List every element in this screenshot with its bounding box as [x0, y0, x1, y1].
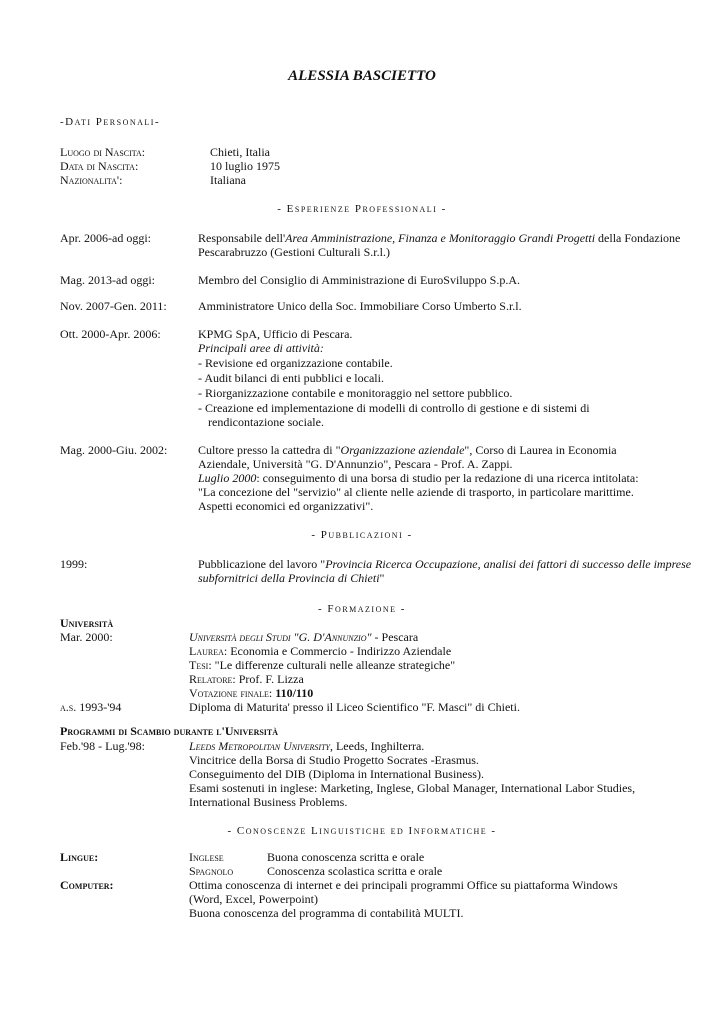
experience-text: Amministratore Unico della Soc. Immobiliare Corso Umberto S.r.l. — [198, 299, 522, 313]
experience-text: Responsabile dell'Area Amministrazione, Finanza e Monitoraggio Grandi Progetti della Fondazione — [198, 231, 681, 245]
section-heading-personal: -Dati Personali- — [60, 116, 161, 128]
exchange-university: Leeds Metropolitan University, Leeds, Inghilterra. — [189, 739, 425, 753]
experience-date: Apr. 2006-ad oggi: — [60, 231, 151, 245]
nationality-label: Nazionalita': — [60, 173, 123, 187]
experience-text: Cultore presso la cattedra di "Organizzazione aziendale", Corso di Laurea in Economia — [198, 443, 617, 457]
language-name: Inglese — [189, 850, 224, 864]
computer-skill: (Word, Excel, Powerpoint) — [189, 892, 318, 906]
nationality-value: Italiana — [210, 173, 246, 187]
experience-text-line5: Aspetti economici ed organizzativi". — [198, 499, 374, 513]
education-date: a.s. 1993-'94 — [60, 700, 122, 714]
languages-label: Lingue: — [60, 850, 99, 864]
birthdate-value: 10 luglio 1975 — [210, 159, 281, 173]
exchange-line: Conseguimento del DIB (Diploma in International Business). — [189, 767, 484, 781]
publication-text-line2: subfornitrici della Provincia di Chieti" — [198, 571, 385, 585]
experience-text: Membro del Consiglio di Amministrazione di EuroSviluppo S.p.A. — [198, 273, 520, 287]
university-name: Università degli Studi "G. D'Annunzio" - Pescara — [189, 630, 419, 644]
birthplace-label: Luogo di Nascita: — [60, 145, 146, 159]
experience-text: KPMG SpA, Ufficio di Pescara. — [198, 327, 353, 341]
high-school-diploma: Diploma di Maturita' presso il Liceo Scientifico "F. Masci" di Chieti. — [189, 700, 520, 714]
birthdate-label: Data di Nascita: — [60, 159, 139, 173]
exchange-line: Vincitrice della Borsa di Studio Progetto Socrates -Erasmus. — [189, 753, 479, 767]
activity-item: - Audit bilanci di enti pubblici e locali. — [198, 371, 384, 385]
activity-item: - Riorganizzazione contabile e monitoraggio nel settore pubblico. — [198, 386, 513, 400]
computer-label: Computer: — [60, 878, 114, 892]
language-level: Conoscenza scolastica scritta e orale — [267, 864, 443, 878]
language-level: Buona conoscenza scritta e orale — [267, 850, 425, 864]
education-date: Mar. 2000: — [60, 630, 113, 644]
experience-text-line4: "La concezione del "servizio" al cliente nelle aziende di trasporto, in particolare marittime. — [198, 485, 634, 499]
language-name: Spagnolo — [189, 864, 234, 878]
candidate-name: ALESSIA BASCIETTO — [288, 68, 436, 84]
computer-skill: Ottima conoscenza di internet e dei principali programmi Office su piattaforma Windows — [189, 878, 618, 892]
computer-skill: Buona conoscenza del programma di contabilità MULTI. — [189, 906, 464, 920]
degree: Laurea: Economia e Commercio - Indirizzo Aziendale — [189, 644, 452, 658]
university-heading: Università — [60, 616, 114, 630]
thesis: Tesi: "Le differenze culturali nelle alleanze strategiche" — [189, 658, 456, 672]
exchange-line: International Business Problems. — [189, 795, 348, 809]
activities-subheading: Principali aree di attività: — [198, 341, 324, 355]
section-heading-publications: - Pubblicazioni - — [311, 529, 413, 541]
activity-item-continued: rendicontazione sociale. — [208, 415, 324, 429]
final-grade: Votazione finale: 110/110 — [189, 686, 314, 700]
section-heading-skills: - Conoscenze Linguistiche ed Informatiche - — [227, 825, 497, 837]
experience-text-line2: Aziendale, Università "G. D'Annunzio", Pescara - Prof. A. Zappi. — [198, 457, 513, 471]
activity-item: - Revisione ed organizzazione contabile. — [198, 356, 393, 370]
experience-text-line2: Pescarabruzzo (Gestioni Culturali S.r.l.) — [198, 245, 390, 259]
supervisor: Relatore: Prof. F. Lizza — [189, 672, 304, 686]
experience-date: Nov. 2007-Gen. 2011: — [60, 299, 167, 313]
section-heading-education: - Formazione - — [318, 603, 406, 615]
experience-date: Ott. 2000-Apr. 2006: — [60, 327, 161, 341]
publication-text: Pubblicazione del lavoro "Provincia Ricerca Occupazione, analisi dei fattori di successo delle imprese — [198, 557, 692, 571]
birthplace-value: Chieti, Italia — [210, 145, 270, 159]
experience-date: Mag. 2013-ad oggi: — [60, 273, 155, 287]
exchange-line: Esami sostenuti in inglese: Marketing, Inglese, Global Manager, International Labor Studies, — [189, 781, 636, 795]
experience-date: Mag. 2000-Giu. 2002: — [60, 443, 168, 457]
exchange-heading: Programmi di Scambio durante l'Università — [60, 724, 279, 738]
section-heading-experience: - Esperienze Professionali - — [277, 203, 447, 215]
experience-text-line3: Luglio 2000: conseguimento di una borsa di studio per la redazione di una ricerca intitolata: — [198, 471, 639, 485]
publication-date: 1999: — [60, 557, 88, 571]
education-date: Feb.'98 - Lug.'98: — [60, 739, 145, 753]
activity-item: - Creazione ed implementazione di modelli di controllo di gestione e di sistemi di — [198, 401, 590, 415]
